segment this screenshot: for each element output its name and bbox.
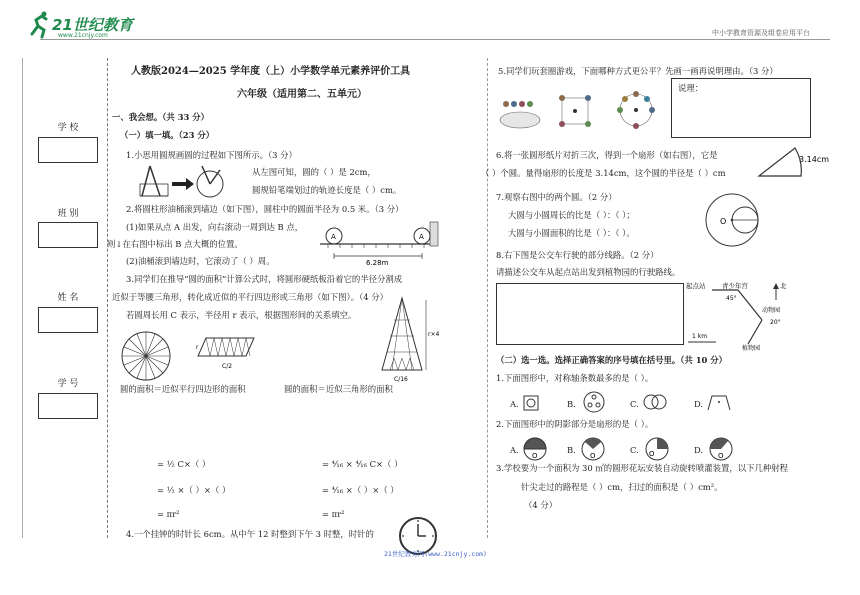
q3-caption-left: 圆的面积＝近似平行四边形的面积 [120,384,246,394]
svg-text:O: O [649,450,655,458]
column-divider [487,58,488,538]
q3-eq-left-1: = ½ C×（ ） [157,459,211,469]
q3-line1: 3.同学们在推导“圆的面积”计算公式时，将圆形硬纸板沿着它的半径分割成 [126,274,403,284]
side-label-name: 姓 名 [57,293,79,303]
shaded-circle-b-icon [580,436,606,466]
ring-toss-line-icon [500,101,540,128]
name-field[interactable] [38,307,98,333]
barrel-label-a: A [331,233,336,241]
q3-eq-right-1: = ⁴⁄₁₆ × ⁴⁄₁₆ C×（ ） [322,459,403,469]
route-answer-box[interactable] [496,283,684,345]
arrow-right-icon [172,178,194,190]
ring-toss-circle-icon [617,91,655,129]
circle-center-label: O [720,217,727,226]
q7-line3: 大圆与小圆面积的比是（ ）：（ ）。 [508,228,635,238]
part2-title: （二）选一选。选择正确答案的序号填在括号里。（共 10 分） [496,355,728,365]
arch-shape-icon [706,392,732,416]
two-circles-figure [702,192,762,250]
svg-text:O: O [718,452,724,460]
q3-line3: 若圆周长用 C 表示，半径用 r 表示，根据图形间的关系填空。 [126,310,357,320]
distance-label: 6.28m [366,259,389,267]
sector-figure [755,144,835,180]
c1-opt-a[interactable]: A. [510,399,519,409]
reason-label: 说理： [678,83,704,93]
square-circle-icon [522,394,540,416]
c2-opt-c[interactable]: C. [630,445,639,455]
number-field[interactable] [38,393,98,419]
c3-line1: 3.学校要为一个面积为 30 ㎡的圆形花坛安装自动旋转喷灌装置，以下几种射程 [496,463,788,473]
q3-eq-left-3: = πr² [157,509,180,519]
c2-text: 2.下面图形中的阴影部分是扇形的是（ ）。 [496,419,654,429]
q3-caption-right: 圆的面积＝近似三角形的面积 [284,384,393,394]
q3-eq-left-2: = ½ ×（ ）×（ ） [157,485,231,495]
tri-bottom-label: C/16 [394,376,408,383]
q1-line3: 圆规铅笔端划过的轨迹长度是（ ）cm。 [252,185,402,195]
c2-opt-b[interactable]: B. [567,445,576,455]
part1-title: （一）填一填。（23 分） [120,130,215,140]
ring-toss-figures [498,84,660,132]
c2-opt-a[interactable]: A. [510,445,519,455]
side-label-number: 学 号 [57,379,79,389]
compass-circle-icon [197,166,223,197]
q2-text: 2.将圆柱形油桶滚到墙边（如下图），圆柱中的圆面半径为 0.5 米。（3 分） [126,204,404,214]
binding-outer-line [22,58,23,538]
c3-line3: （4 分） [524,500,558,510]
header-right-text: 中小学教育资源及组卷应用平台 [712,29,810,37]
three-circles-icon [582,390,606,418]
tri-side-label: r×4 [428,331,440,338]
q2-line3: 则↓在右图中标出 B 点大概的位置。 [107,239,243,249]
shaded-circle-c-icon [644,436,670,466]
footer-watermark: 21世纪教育网(www.21cnjy.com) [384,550,487,558]
map-zoo-label: 动物园 [762,307,781,314]
svg-text:O: O [590,452,596,460]
overlap-circles-icon [643,392,667,416]
map-north-label: 北 [780,282,787,290]
q1-line2: 从左图可知，圆的（ ）是 2cm， [252,167,376,177]
compass-figure [136,162,224,202]
school-field[interactable] [38,137,98,163]
bus-route-map [686,280,826,352]
q7-line1: 7.观察右图中的两个圆。（2 分） [496,192,617,202]
barrel-figure [318,220,440,268]
q1-text: 1.小思用圆规画圆的过程如下图所示。（3 分） [126,150,297,160]
wall [430,222,438,246]
angle-20-label: 20° [770,319,781,326]
map-garden-label: 植物园 [742,345,761,352]
page-title: 人教版2024—2025 学年度（上）小学数学单元素养评价工具 [131,66,411,77]
q4-text: 4.一个挂钟的时针长 6cm。从中午 12 时整到下午 3 时整，时针的 [126,529,374,539]
reason-box[interactable] [671,78,811,138]
q6-line1: 6.将一张圆形纸片对折三次，得到一个扇形（如右图），它是 [496,150,718,160]
circle-sectors-figure [120,330,172,382]
side-label-school: 学 校 [57,123,79,133]
q3-eq-right-2: = ⁴⁄₁₆ ×（ ）×（ ） [322,485,399,495]
c1-opt-c[interactable]: C. [630,399,639,409]
header-divider [40,39,830,40]
triangle-figure [378,296,440,384]
svg-text:O: O [532,452,538,460]
map-start-label: 起点站 [686,282,706,290]
page-subtitle: 六年级（适用第二、五单元） [237,89,367,100]
class-field[interactable] [38,222,98,248]
c1-opt-b[interactable]: B. [567,399,576,409]
q2-line2: (1)如果从点 A 出发，向右滚动一周到达 B 点， [126,222,304,232]
q7-line2: 大圆与小圆周长的比是（ ）：（ ）； [508,210,635,220]
para-side-label: r [196,344,199,351]
q6-line2: （ ）个圆。量得扇形的长度是 3.14cm，这个圆的半径是（ ）cm [481,168,726,178]
c1-text: 1.下面图形中，对称轴条数最多的是（ ）。 [496,373,654,383]
logo [28,10,138,40]
binding-line [107,58,108,538]
ring-toss-square-icon [559,95,591,127]
q3-eq-right-3: = πr² [322,509,345,519]
section1-title: 一、我会想。（共 33 分） [112,112,210,122]
q3-line2: 近似于等腰三角形，转化成近似的平行四边形或三角形（如下图）。（4 分） [112,292,388,302]
map-palace-label: 青少年宫 [722,282,748,290]
c1-opt-d[interactable]: D. [694,399,704,409]
c2-opt-d[interactable]: D. [694,445,704,455]
logo-text: 21世纪教育 [52,16,133,34]
logo-subtext: www.21cnjy.com [58,32,108,39]
map-scale-label: 1 km [692,333,708,340]
compass-icon [140,166,168,196]
angle-45-label: 45° [726,295,737,302]
q2-line4: (2)油桶滚到墙边时，它滚动了（ ）周。 [126,256,275,266]
q8-line1: 8.右下图是公交车行驶的部分线路。（2 分） [496,250,659,260]
parallelogram-figure [196,332,258,374]
c3-line2: 针尖走过的路程是（ ）cm，扫过的面积是（ ）cm²。 [521,482,723,492]
para-label: C/2 [222,363,233,370]
side-label-class: 班 别 [57,209,79,219]
shaded-circle-d-icon [708,436,734,466]
barrel-label-b: A [419,233,424,241]
q8-line2: 请描述公交车从起点站出发到植物园的行驶路线。 [496,267,681,277]
q5-text: 5.同学们玩套圈游戏，下面哪种方式更公平？先画一画再说明理由。（3 分） [498,66,778,76]
shaded-circle-a-icon [522,436,548,466]
sector-label: 3.14cm [799,155,830,164]
